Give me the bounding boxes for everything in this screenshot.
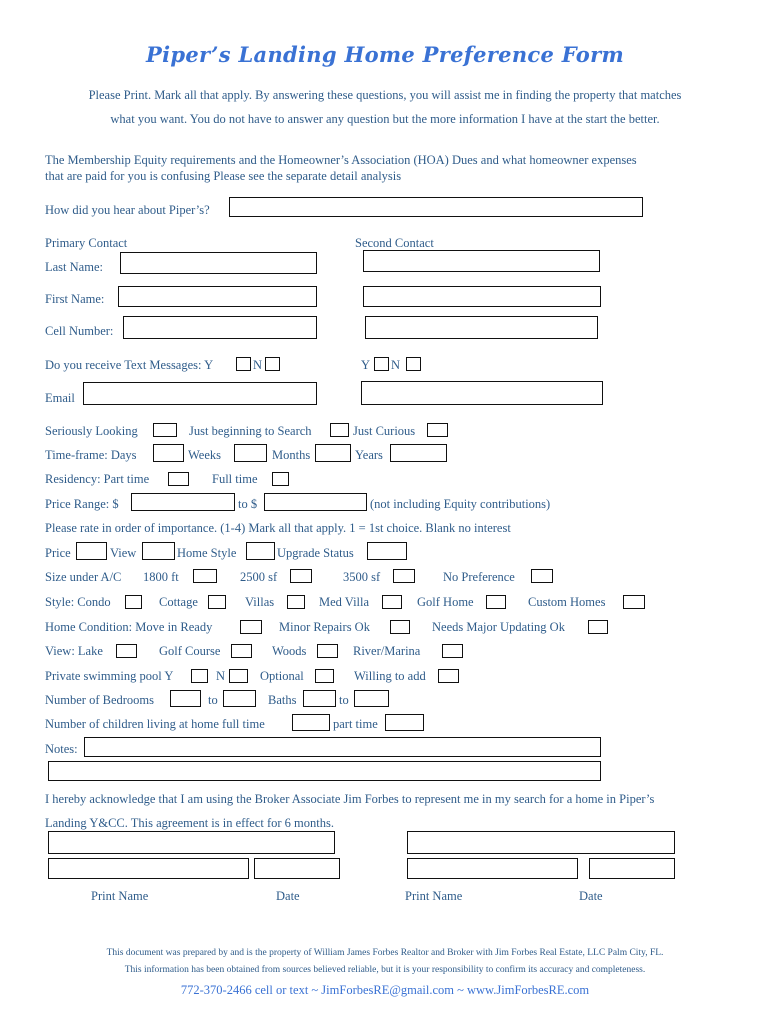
primary-email-input[interactable] <box>83 382 317 405</box>
seriously-looking-checkbox[interactable] <box>153 423 177 437</box>
signature-1-input[interactable] <box>48 831 335 854</box>
full-time-checkbox[interactable] <box>272 472 289 486</box>
weeks-label: Weeks <box>188 448 222 462</box>
size-3500-label: 3500 sf <box>343 570 381 584</box>
primary-contact-heading: Primary Contact <box>45 236 128 250</box>
pool-yes-checkbox[interactable] <box>191 669 208 683</box>
rate-upgrade-status-label: Upgrade Status <box>277 546 354 560</box>
size-1800-label: 1800 ft <box>143 570 179 584</box>
view-river-marina-label: River/Marina <box>353 644 421 658</box>
primary-cell-input[interactable] <box>123 316 317 339</box>
part-time-label: part time <box>333 717 378 731</box>
print-name-2-input[interactable] <box>407 858 578 879</box>
rate-order-instructions: Please rate in order of importance. (1-4) Mark all that apply. 1 = 1st choice. Blank no interest <box>45 521 511 535</box>
size-2500-label: 2500 sf <box>240 570 278 584</box>
residency-label: Residency: Part time <box>45 472 150 486</box>
cell-number-label: Cell Number: <box>45 324 114 338</box>
price-range-label: Price Range: $ <box>45 497 119 511</box>
bedrooms-max-input[interactable] <box>223 690 256 707</box>
style-cottage-checkbox[interactable] <box>208 595 226 609</box>
last-name-label: Last Name: <box>45 260 103 274</box>
style-med-villa-checkbox[interactable] <box>382 595 402 609</box>
rate-home-style-input[interactable] <box>246 542 275 560</box>
footer-disclaimer-1: This document was prepared by and is the property of William James Forbes Realtor and Broker with Jim Forbes Real Estate, LLC Palm City, FL. <box>106 948 664 958</box>
years-label: Years <box>355 448 383 462</box>
second-last-name-input[interactable] <box>363 250 600 272</box>
second-first-name-input[interactable] <box>363 286 601 307</box>
bedrooms-to-label: to <box>208 693 218 707</box>
baths-to-label: to <box>339 693 349 707</box>
notes-input-line-2[interactable] <box>48 761 601 781</box>
primary-text-no-label: N <box>253 358 263 372</box>
hear-label: How did you hear about Piper’s? <box>45 203 210 217</box>
rate-home-style-label: Home Style <box>177 546 237 560</box>
acknowledgement-line-2: Landing Y&CC. This agreement is in effect for 6 months. <box>45 816 334 830</box>
second-text-no-label: N <box>391 358 401 372</box>
size-under-label: Size under A/C <box>45 570 122 584</box>
second-text-yes-checkbox[interactable] <box>374 357 389 371</box>
just-curious-checkbox[interactable] <box>427 423 448 437</box>
style-golf-home-checkbox[interactable] <box>486 595 506 609</box>
children-part-time-input[interactable] <box>385 714 424 731</box>
pool-no-label: N <box>216 669 226 683</box>
view-golf-course-label: Golf Course <box>159 644 221 658</box>
rate-upgrade-status-input[interactable] <box>367 542 407 560</box>
style-condo-checkbox[interactable] <box>125 595 142 609</box>
notes-label: Notes: <box>45 742 78 756</box>
baths-max-input[interactable] <box>354 690 389 707</box>
just-curious-label: Just Curious <box>353 424 416 438</box>
membership-line-1: The Membership Equity requirements and the Homeowner’s Association (HOA) Dues and what homeowner expenses <box>45 153 637 167</box>
view-woods-checkbox[interactable] <box>317 644 338 658</box>
rate-price-input[interactable] <box>76 542 107 560</box>
second-email-input[interactable] <box>361 381 603 405</box>
primary-first-name-input[interactable] <box>118 286 317 307</box>
contact-line: 772-370-2466 cell or text ~ JimForbesRE@gmail.com ~ www.JimForbesRE.com <box>180 983 590 997</box>
view-woods-label: Woods <box>272 644 307 658</box>
primary-text-yes-checkbox[interactable] <box>236 357 251 371</box>
pool-optional-label: Optional <box>260 669 304 683</box>
view-golf-course-checkbox[interactable] <box>231 644 252 658</box>
needs-major-label: Needs Major Updating Ok <box>432 620 565 634</box>
print-name-2-label: Print Name <box>405 889 463 903</box>
size-1800-checkbox[interactable] <box>193 569 217 583</box>
seriously-looking-label: Seriously Looking <box>45 424 138 438</box>
footer-disclaimer-2: This information has been obtained from sources believed reliable, but it is your responsibility to confirm its accuracy and completeness. <box>124 965 646 975</box>
timeframe-days-input[interactable] <box>153 444 184 462</box>
children-label: Number of children living at home full time <box>45 717 265 731</box>
first-name-label: First Name: <box>45 292 105 306</box>
months-label: Months <box>272 448 311 462</box>
pool-no-checkbox[interactable] <box>229 669 248 683</box>
full-time-label: Full time <box>212 472 258 486</box>
print-name-1-label: Print Name <box>91 889 149 903</box>
style-golf-home-label: Golf Home <box>417 595 474 609</box>
style-custom-homes-checkbox[interactable] <box>623 595 645 609</box>
style-med-villa-label: Med Villa <box>319 595 370 609</box>
rate-view-input[interactable] <box>142 542 175 560</box>
children-full-time-input[interactable] <box>292 714 330 731</box>
notes-input-line-1[interactable] <box>84 737 601 757</box>
move-in-ready-checkbox[interactable] <box>240 620 262 634</box>
price-to-label: to $ <box>238 497 258 511</box>
style-custom-homes-label: Custom Homes <box>528 595 606 609</box>
size-3500-checkbox[interactable] <box>393 569 415 583</box>
pool-label: Private swimming pool Y <box>45 669 174 683</box>
signature-2-input[interactable] <box>407 831 675 854</box>
bedrooms-min-input[interactable] <box>170 690 201 707</box>
hear-input[interactable] <box>229 197 643 217</box>
view-river-marina-checkbox[interactable] <box>442 644 463 658</box>
part-time-checkbox[interactable] <box>168 472 189 486</box>
style-villas-label: Villas <box>245 595 275 609</box>
date-2-label: Date <box>579 889 603 903</box>
not-including-label: (not including Equity contributions) <box>370 497 551 511</box>
date-1-input[interactable] <box>254 858 340 879</box>
price-max-input[interactable] <box>264 493 367 511</box>
text-messages-label: Do you receive Text Messages: Y <box>45 358 214 372</box>
timeframe-months-input[interactable] <box>315 444 351 462</box>
timeframe-years-input[interactable] <box>390 444 447 462</box>
baths-min-input[interactable] <box>303 690 336 707</box>
primary-last-name-input[interactable] <box>120 252 317 274</box>
pool-willing-checkbox[interactable] <box>438 669 459 683</box>
second-cell-input[interactable] <box>365 316 598 339</box>
minor-repairs-checkbox[interactable] <box>390 620 410 634</box>
bedrooms-label: Number of Bedrooms <box>45 693 155 707</box>
just-beginning-label: Just beginning to Search <box>189 424 312 438</box>
pool-optional-checkbox[interactable] <box>315 669 334 683</box>
print-name-1-input[interactable] <box>48 858 249 879</box>
style-cottage-label: Cottage <box>159 595 198 609</box>
rate-view-label: View <box>110 546 137 560</box>
primary-text-no-checkbox[interactable] <box>265 357 280 371</box>
acknowledgement-line-1: I hereby acknowledge that I am using the Broker Associate Jim Forbes to represent me in my search for a home in Piper’s <box>45 792 655 806</box>
second-text-no-checkbox[interactable] <box>406 357 421 371</box>
minor-repairs-label: Minor Repairs Ok <box>279 620 370 634</box>
view-lake-checkbox[interactable] <box>116 644 137 658</box>
size-2500-checkbox[interactable] <box>290 569 312 583</box>
style-villas-checkbox[interactable] <box>287 595 305 609</box>
second-contact-heading: Second Contact <box>355 236 434 250</box>
timeframe-weeks-input[interactable] <box>234 444 267 462</box>
form-title: Piper’s Landing Home Preference Form <box>145 42 624 67</box>
needs-major-checkbox[interactable] <box>588 620 608 634</box>
intro-line-2: what you want. You do not have to answer any question but the more information I have at the start the better. <box>110 112 660 126</box>
pool-willing-label: Willing to add <box>354 669 426 683</box>
no-preference-checkbox[interactable] <box>531 569 553 583</box>
no-preference-label: No Preference <box>443 570 515 584</box>
view-lake-label: View: Lake <box>45 644 103 658</box>
rate-price-label: Price <box>45 546 71 560</box>
date-2-input[interactable] <box>589 858 675 879</box>
timeframe-label: Time-frame: Days <box>45 448 137 462</box>
price-min-input[interactable] <box>131 493 235 511</box>
home-condition-label: Home Condition: Move in Ready <box>45 620 213 634</box>
membership-line-2: that are paid for you is confusing Please see the separate detail analysis <box>45 169 402 183</box>
second-text-yes-label: Y <box>361 358 371 372</box>
baths-label: Baths <box>268 693 297 707</box>
email-label: Email <box>45 391 75 405</box>
style-condo-label: Style: Condo <box>45 595 111 609</box>
just-beginning-checkbox[interactable] <box>330 423 349 437</box>
date-1-label: Date <box>276 889 300 903</box>
intro-line-1: Please Print. Mark all that apply. By answering these questions, you will assist me in finding the property that matches <box>88 88 682 102</box>
